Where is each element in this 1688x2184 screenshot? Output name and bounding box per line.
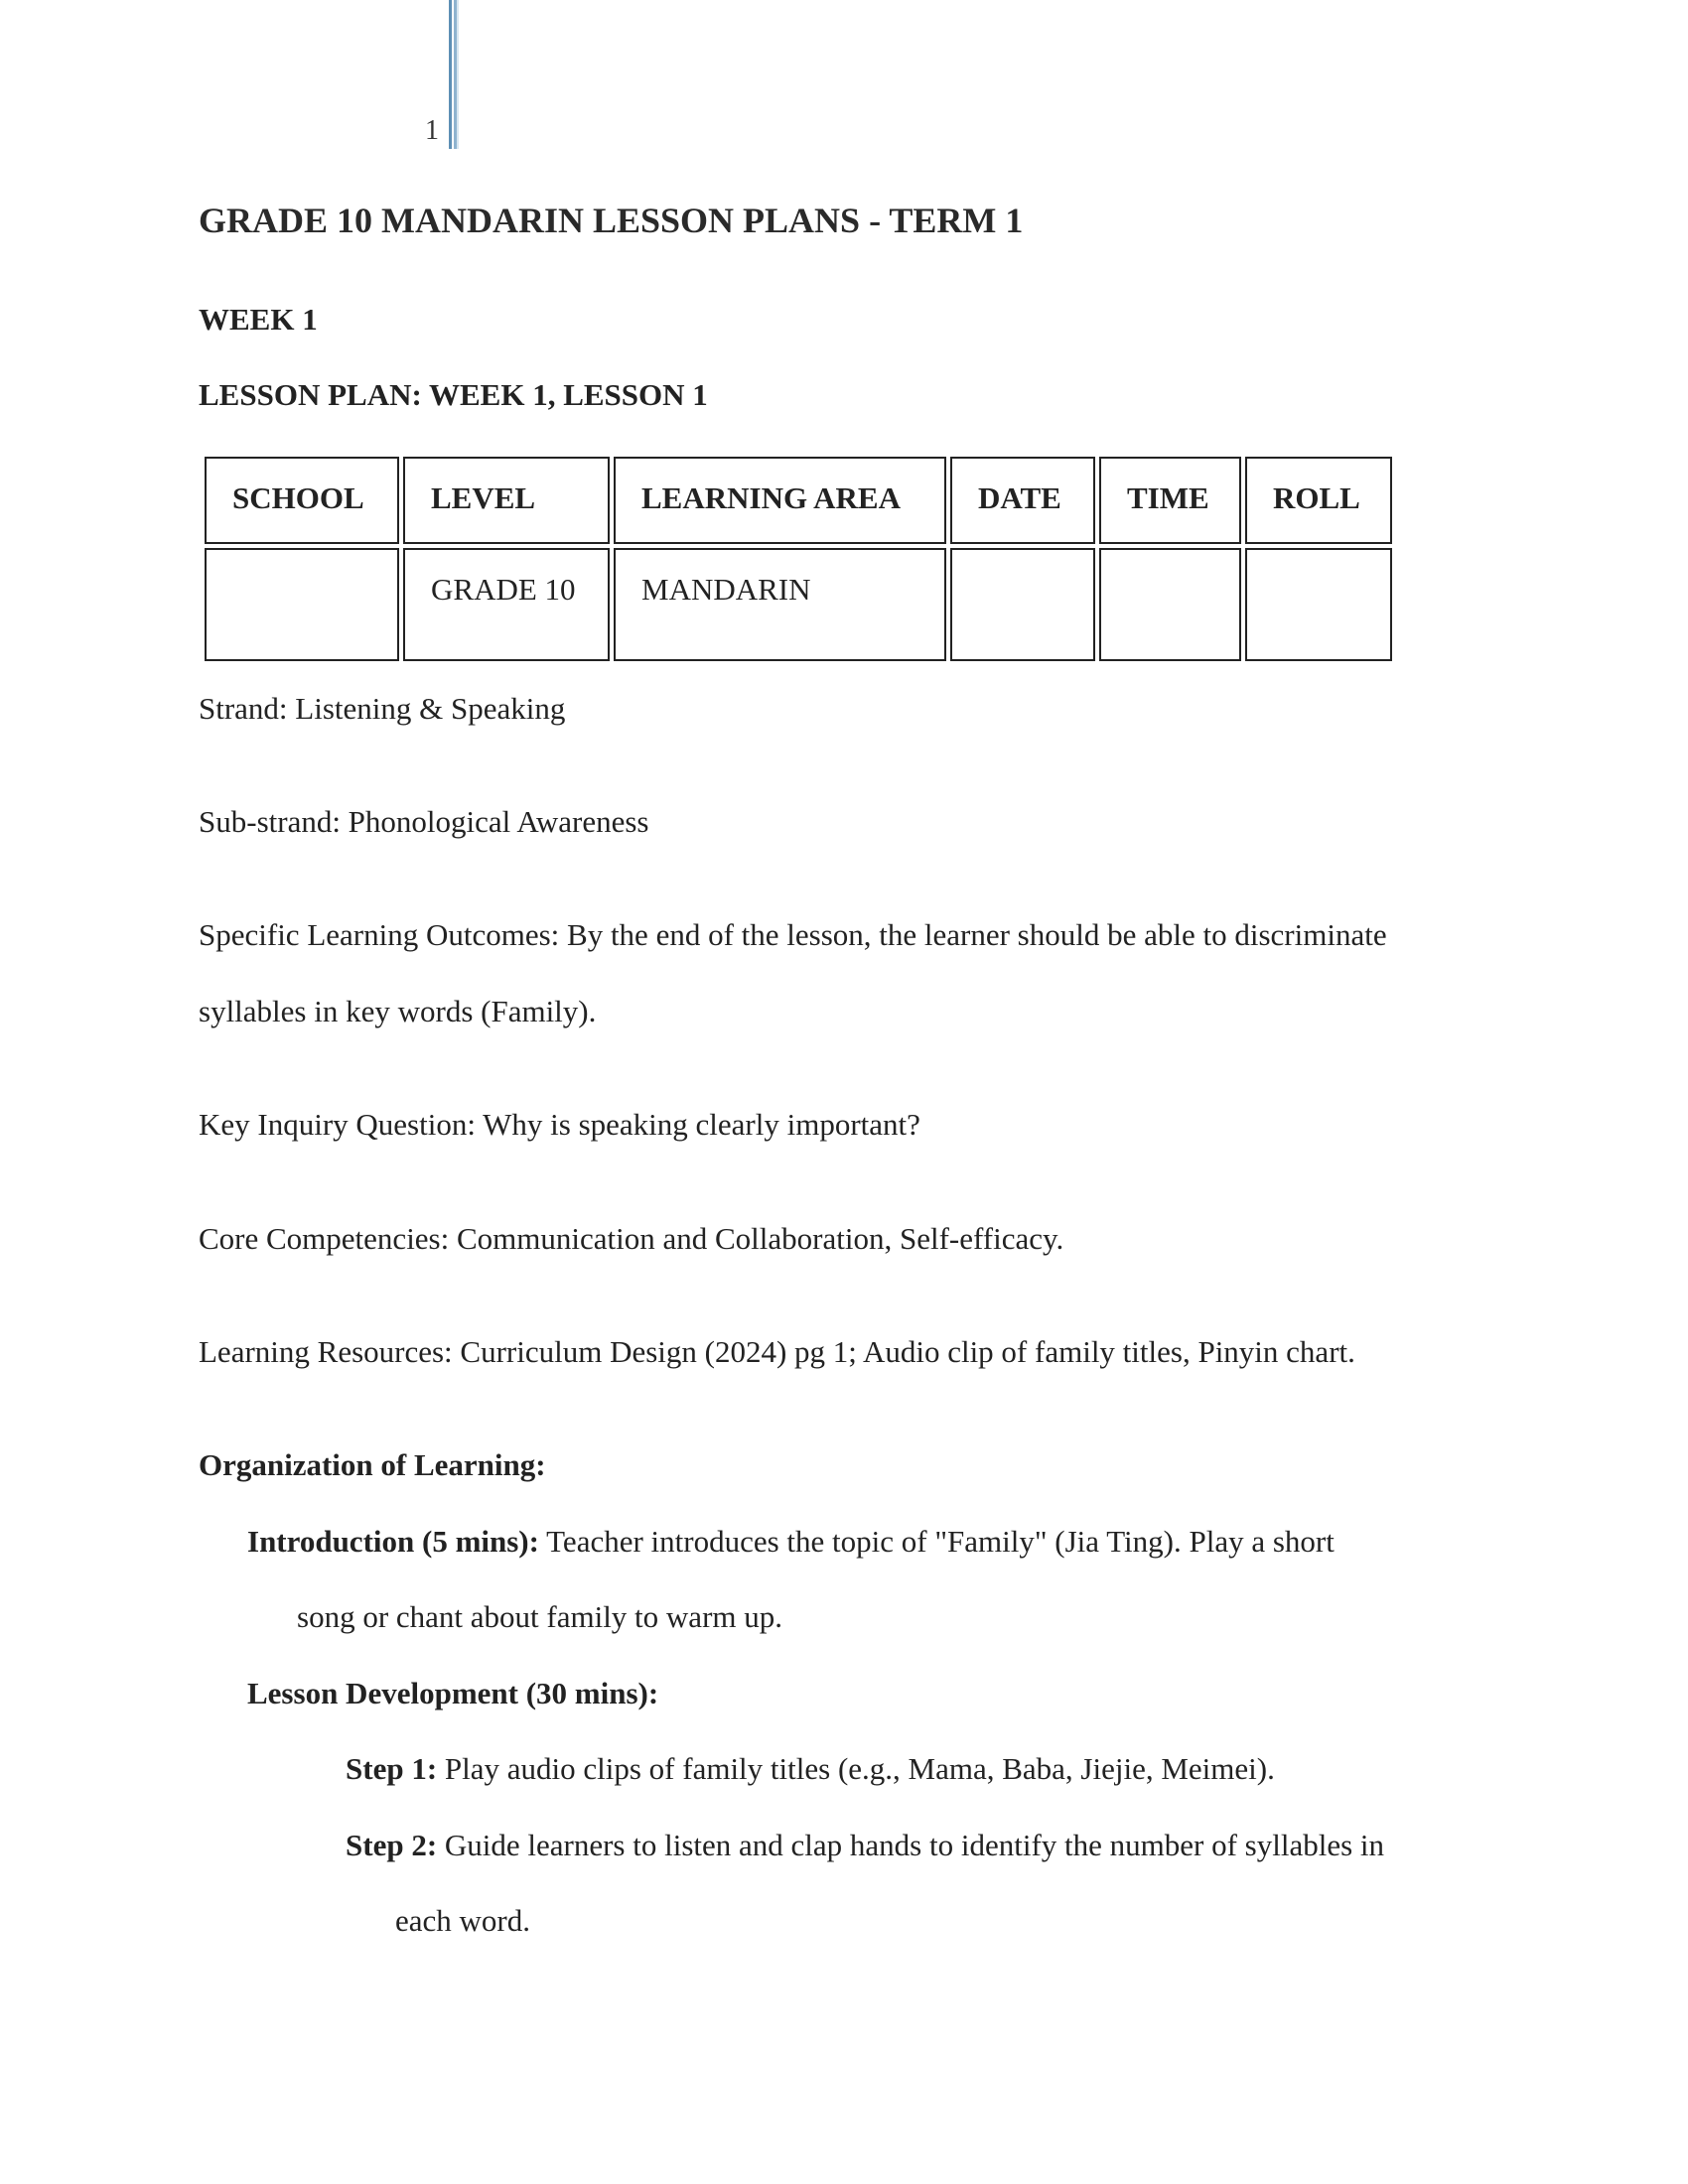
step2-line2: each word.	[395, 1903, 530, 1938]
step1-label: Step 1:	[346, 1751, 438, 1786]
table-header-row	[205, 457, 1392, 544]
step2-line1	[346, 1826, 1384, 1865]
document-title: GRADE 10 MANDARIN LESSON PLANS - TERM 1	[199, 201, 1024, 240]
table-row	[205, 548, 1392, 661]
cell-learning-area: MANDARIN	[614, 548, 946, 661]
header-school: SCHOOL	[205, 457, 399, 544]
cell-date	[950, 548, 1095, 661]
header-date: DATE	[950, 457, 1095, 544]
introduction-text: Teacher introduces the topic of "Family" (Jia Ting). Play a short	[538, 1524, 1335, 1559]
introduction-line2: song or chant about family to warm up.	[297, 1599, 783, 1634]
lesson-plan-heading: LESSON PLAN: WEEK 1, LESSON 1	[199, 377, 708, 412]
header-roll: ROLL	[1245, 457, 1392, 544]
introduction-line1	[247, 1522, 1335, 1562]
organization-heading: Organization of Learning:	[199, 1447, 546, 1482]
sub-strand-text: Sub-strand: Phonological Awareness	[199, 804, 649, 839]
cell-level: GRADE 10	[403, 548, 610, 661]
outcomes-text-line1: Specific Learning Outcomes: By the end of the lesson, the learner should be able to discriminate	[199, 917, 1387, 952]
cell-time	[1099, 548, 1241, 661]
header-time: TIME	[1099, 457, 1241, 544]
step2-label: Step 2:	[346, 1828, 438, 1862]
header-level: LEVEL	[403, 457, 610, 544]
cell-roll	[1245, 548, 1392, 661]
strand-text: Strand: Listening & Speaking	[199, 691, 566, 726]
page-number: 1	[425, 115, 439, 146]
learning-resources: Learning Resources: Curriculum Design (2024) pg 1; Audio clip of family titles, Pinyin chart.	[199, 1334, 1355, 1369]
outcomes-text-line2: syllables in key words (Family).	[199, 994, 597, 1028]
step1-line	[346, 1749, 1275, 1789]
step1-text: Play audio clips of family titles (e.g., Mama, Baba, Jiejie, Meimei).	[437, 1751, 1275, 1786]
step2-text: Guide learners to listen and clap hands to identify the number of syllables in	[437, 1828, 1385, 1862]
introduction-label: Introduction (5 mins):	[247, 1524, 539, 1559]
header-learning-area: LEARNING AREA	[614, 457, 946, 544]
week-heading: WEEK 1	[199, 302, 318, 337]
key-inquiry-question: Key Inquiry Question: Why is speaking clearly important?	[199, 1107, 920, 1142]
margin-rule	[449, 0, 459, 149]
lesson-development-heading: Lesson Development (30 mins):	[247, 1676, 659, 1710]
lesson-info-table	[201, 453, 1396, 665]
cell-school	[205, 548, 399, 661]
core-competencies: Core Competencies: Communication and Collaboration, Self-efficacy.	[199, 1221, 1064, 1256]
